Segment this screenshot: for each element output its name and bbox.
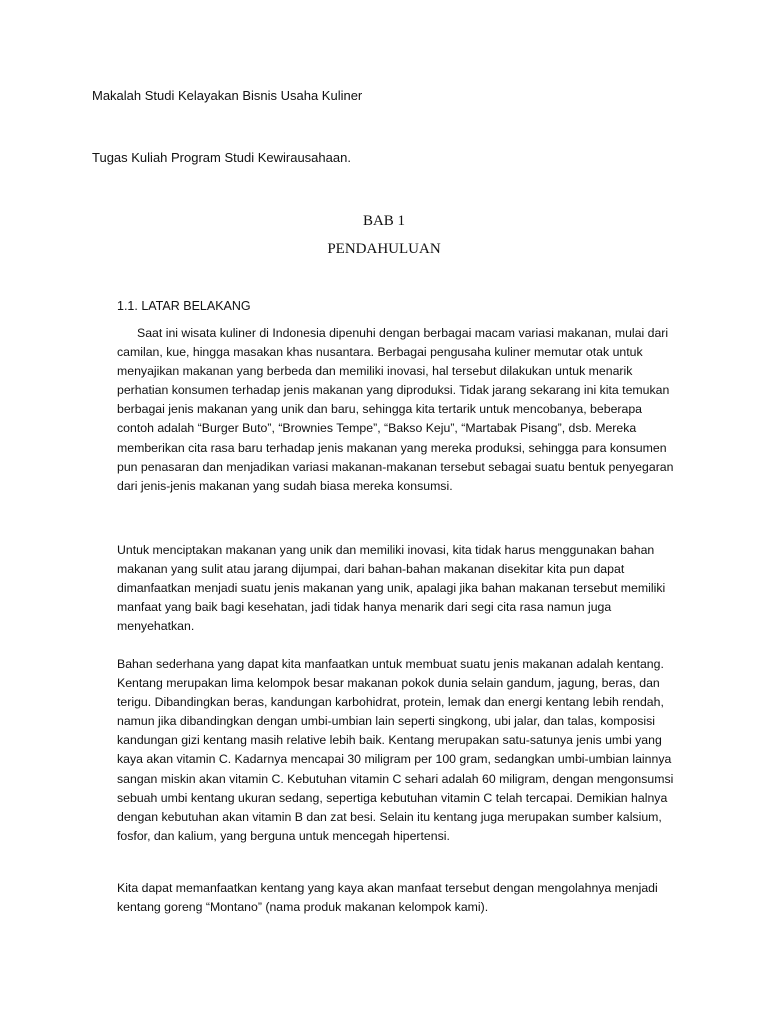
chapter-number: BAB 1 bbox=[362, 213, 406, 229]
chapter-title: PENDAHULUAN bbox=[327, 241, 441, 257]
document-title: Makalah Studi Kelayakan Bisnis Usaha Kuliner bbox=[92, 88, 363, 103]
document-subtitle: Tugas Kuliah Program Studi Kewirausahaan. bbox=[92, 150, 351, 165]
section-heading: 1.1. LATAR BELAKANG bbox=[117, 299, 251, 313]
paragraph-2: Untuk menciptakan makanan yang unik dan memiliki inovasi, kita tidak harus menggunakan bahan makanan yang sulit atau jarang dijumpai, dari bahan-bahan makanan disekitar kita pun dapat dimanfaatkan menjadi suatu jenis makanan yang unik, apalagi jika bahan makanan tersebut memiliki manfaat yang baik bagi kesehatan, jadi tidak hanya menarik dari segi cita rasa namun juga menyehatkan. bbox=[117, 543, 666, 634]
paragraph-4: Kita dapat memanfaatkan kentang yang kaya akan manfaat tersebut dengan mengolahnya menjadi kentang goreng “Montano” (nama produk makanan kelompok kami). bbox=[117, 881, 658, 915]
paragraph-3: Bahan sederhana yang dapat kita manfaatkan untuk membuat suatu jenis makanan adalah kentang. Kentang merupakan lima kelompok besar makanan pokok dunia selain gandum, jagung, beras, dan terigu. Dibandingkan beras, kandungan karbohidrat, protein, lemak dan energi kentang lebih rendah, namun jika dibandingkan dengan umbi-umbian lain seperti singkong, ubi jalar, dan talas, komposisi kandungan gizi kentang masih relative lebih baik. Kentang merupakan satu-satunya jenis umbi yang kaya akan vitamin C. Kadarnya mencapai 30 miligram per 100 gram, sedangkan umbi-umbian lainnya sangan miskin akan vitamin C. Kebutuhan vitamin C sehari adalah 60 miligram, dengan mengonsumsi sebuah umbi kentang ukuran sedang, sepertiga kebutuhan vitamin C telah tercapai. Demikian halnya dengan kebutuhan akan vitamin B dan zat besi. Selain itu kentang juga merupakan sumber kalsium, fosfor, dan kalium, yang berguna untuk mencegah hipertensi. bbox=[117, 657, 674, 843]
paragraph-1: Saat ini wisata kuliner di Indonesia dipenuhi dengan berbagai macam variasi makanan, mulai dari camilan, kue, hingga masakan khas nusantara. Berbagai pengusaha kuliner memutar otak untuk menyajikan makanan yang berbeda dan memiliki inovasi, hal tersebut dilakukan untuk menarik perhatian konsumen terhadap jenis makanan yang diproduksi. Tidak jarang sekarang ini kita temukan berbagai jenis makanan yang unik dan baru, sehingga kita tertarik untuk mencobanya, beberapa contoh adalah “Burger Buto”, “Brownies Tempe”, “Bakso Keju”, “Martabak Pisang”, dsb. Mereka memberikan cita rasa baru terhadap jenis makanan yang mereka produksi, sehingga para konsumen pun penasaran dan menjadikan variasi makanan-makanan tersebut sebagai suatu bentuk penyegaran dari jenis-jenis makanan yang sudah biasa mereka konsumsi. bbox=[117, 326, 674, 493]
